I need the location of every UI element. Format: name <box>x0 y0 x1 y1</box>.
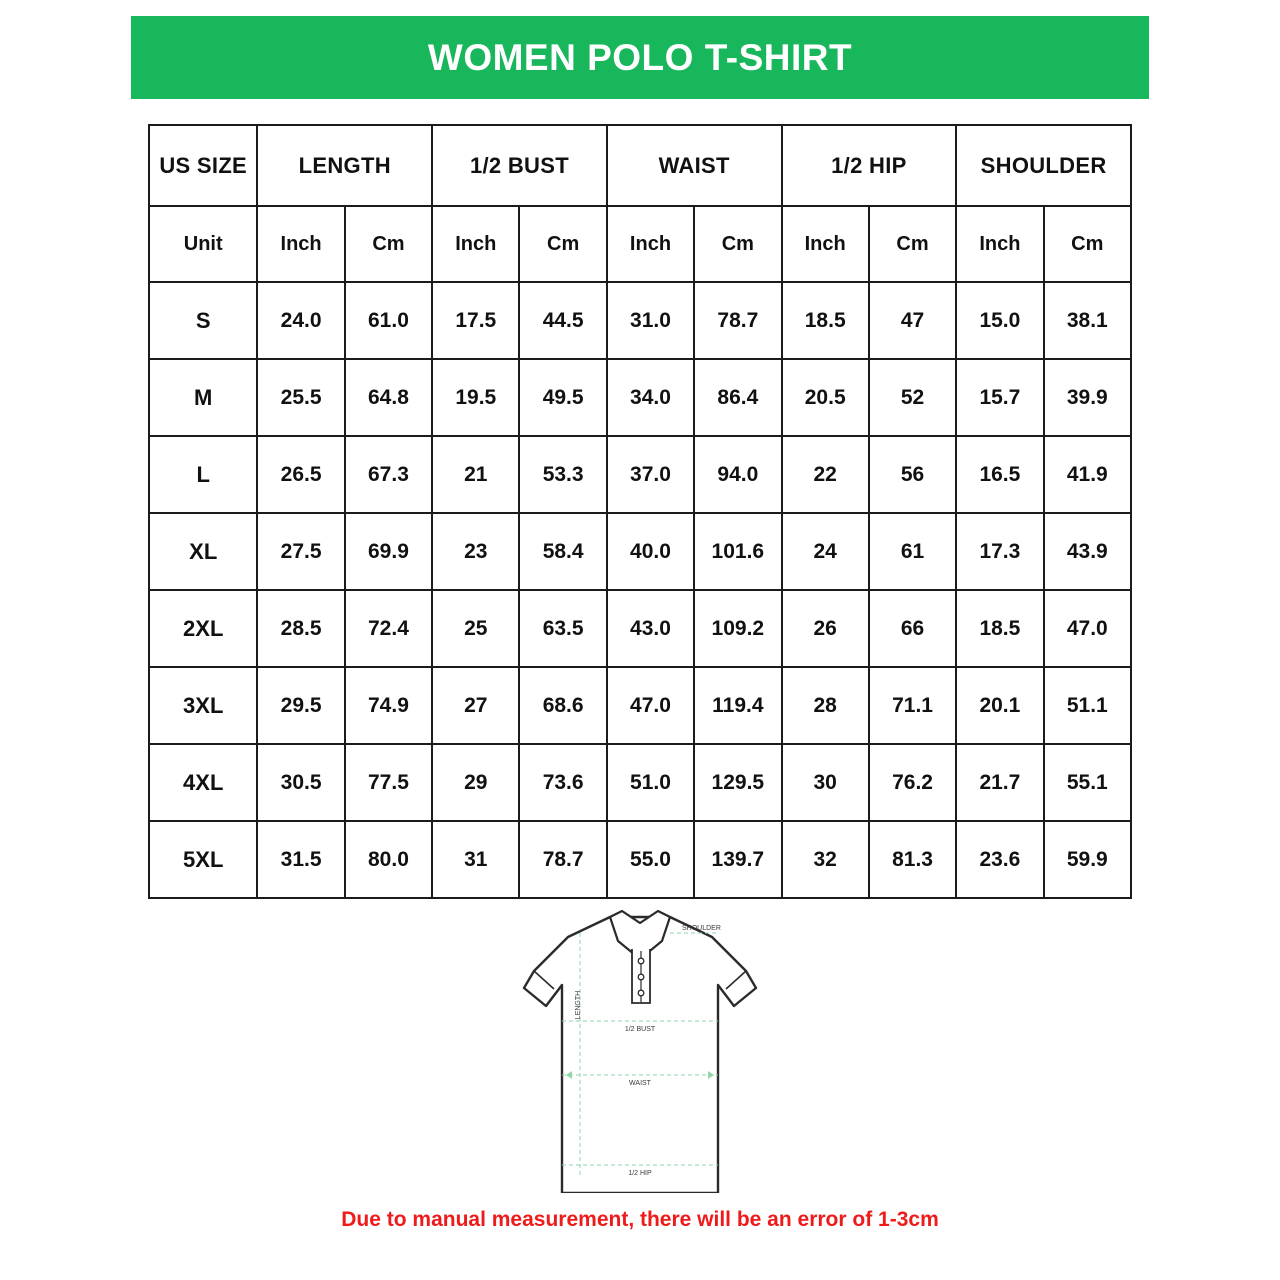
row-size-label: 2XL <box>149 590 257 667</box>
unit-hip-cm: Cm <box>869 206 956 282</box>
cell-hip-inch: 28 <box>782 667 869 744</box>
cell-length-cm: 69.9 <box>345 513 432 590</box>
table-group-header-row <box>149 125 1131 206</box>
unit-shoulder-inch: Inch <box>956 206 1043 282</box>
cell-waist-inch: 37.0 <box>607 436 694 513</box>
unit-waist-cm: Cm <box>694 206 781 282</box>
cell-shoulder-inch: 15.7 <box>956 359 1043 436</box>
cell-length-inch: 26.5 <box>257 436 344 513</box>
cell-hip-inch: 30 <box>782 744 869 821</box>
cell-bust-inch: 23 <box>432 513 519 590</box>
header-banner <box>131 16 1149 99</box>
cell-length-inch: 24.0 <box>257 282 344 359</box>
table-row <box>149 821 1131 898</box>
cell-length-cm: 80.0 <box>345 821 432 898</box>
group-header-shoulder: SHOULDER <box>956 125 1131 206</box>
label-shoulder: SHOULDER <box>682 925 721 932</box>
polo-shirt-icon <box>510 893 770 1193</box>
cell-length-cm: 67.3 <box>345 436 432 513</box>
cell-hip-cm: 76.2 <box>869 744 956 821</box>
group-header-waist: WAIST <box>607 125 782 206</box>
group-header-us-size: US SIZE <box>149 125 257 206</box>
table-unit-row <box>149 206 1131 282</box>
cell-waist-cm: 119.4 <box>694 667 781 744</box>
group-header-half-bust: 1/2 BUST <box>432 125 607 206</box>
cell-shoulder-cm: 41.9 <box>1044 436 1131 513</box>
cell-shoulder-inch: 15.0 <box>956 282 1043 359</box>
cell-bust-cm: 68.6 <box>519 667 606 744</box>
cell-bust-cm: 53.3 <box>519 436 606 513</box>
cell-waist-inch: 34.0 <box>607 359 694 436</box>
cell-hip-inch: 32 <box>782 821 869 898</box>
cell-length-cm: 61.0 <box>345 282 432 359</box>
cell-waist-inch: 40.0 <box>607 513 694 590</box>
cell-length-inch: 28.5 <box>257 590 344 667</box>
table-row <box>149 436 1131 513</box>
cell-waist-cm: 94.0 <box>694 436 781 513</box>
cell-bust-inch: 21 <box>432 436 519 513</box>
cell-bust-inch: 29 <box>432 744 519 821</box>
unit-length-cm: Cm <box>345 206 432 282</box>
cell-waist-inch: 55.0 <box>607 821 694 898</box>
cell-bust-inch: 19.5 <box>432 359 519 436</box>
table-row <box>149 513 1131 590</box>
cell-bust-cm: 44.5 <box>519 282 606 359</box>
cell-shoulder-inch: 23.6 <box>956 821 1043 898</box>
cell-hip-cm: 81.3 <box>869 821 956 898</box>
row-size-label: M <box>149 359 257 436</box>
cell-waist-inch: 47.0 <box>607 667 694 744</box>
cell-length-inch: 30.5 <box>257 744 344 821</box>
cell-waist-cm: 109.2 <box>694 590 781 667</box>
cell-length-inch: 31.5 <box>257 821 344 898</box>
cell-shoulder-inch: 20.1 <box>956 667 1043 744</box>
row-size-label: L <box>149 436 257 513</box>
cell-bust-cm: 49.5 <box>519 359 606 436</box>
cell-hip-cm: 71.1 <box>869 667 956 744</box>
cell-length-inch: 29.5 <box>257 667 344 744</box>
table-row <box>149 667 1131 744</box>
cell-length-cm: 77.5 <box>345 744 432 821</box>
size-table-container <box>148 124 1132 899</box>
cell-bust-inch: 25 <box>432 590 519 667</box>
measurement-disclaimer: Due to manual measurement, there will be an error of 1-3cm <box>341 1208 939 1231</box>
cell-bust-cm: 58.4 <box>519 513 606 590</box>
cell-length-cm: 72.4 <box>345 590 432 667</box>
cell-hip-cm: 61 <box>869 513 956 590</box>
cell-bust-cm: 63.5 <box>519 590 606 667</box>
cell-bust-inch: 27 <box>432 667 519 744</box>
cell-shoulder-cm: 43.9 <box>1044 513 1131 590</box>
group-header-length: LENGTH <box>257 125 432 206</box>
row-size-label: 4XL <box>149 744 257 821</box>
cell-shoulder-cm: 55.1 <box>1044 744 1131 821</box>
cell-hip-cm: 66 <box>869 590 956 667</box>
cell-shoulder-cm: 59.9 <box>1044 821 1131 898</box>
cell-hip-inch: 22 <box>782 436 869 513</box>
unit-label: Unit <box>149 206 257 282</box>
table-row <box>149 282 1131 359</box>
cell-shoulder-inch: 21.7 <box>956 744 1043 821</box>
cell-bust-cm: 73.6 <box>519 744 606 821</box>
cell-shoulder-cm: 38.1 <box>1044 282 1131 359</box>
group-header-half-hip: 1/2 HIP <box>782 125 957 206</box>
row-size-label: 5XL <box>149 821 257 898</box>
unit-waist-inch: Inch <box>607 206 694 282</box>
cell-hip-inch: 24 <box>782 513 869 590</box>
row-size-label: XL <box>149 513 257 590</box>
cell-bust-inch: 31 <box>432 821 519 898</box>
cell-length-cm: 64.8 <box>345 359 432 436</box>
cell-hip-inch: 26 <box>782 590 869 667</box>
cell-waist-inch: 51.0 <box>607 744 694 821</box>
cell-waist-cm: 101.6 <box>694 513 781 590</box>
cell-hip-cm: 56 <box>869 436 956 513</box>
table-row <box>149 359 1131 436</box>
cell-waist-inch: 43.0 <box>607 590 694 667</box>
cell-length-inch: 25.5 <box>257 359 344 436</box>
label-half-hip: 1/2 HIP <box>628 1170 652 1177</box>
cell-waist-inch: 31.0 <box>607 282 694 359</box>
unit-bust-inch: Inch <box>432 206 519 282</box>
size-table <box>148 124 1132 899</box>
cell-shoulder-cm: 51.1 <box>1044 667 1131 744</box>
cell-waist-cm: 86.4 <box>694 359 781 436</box>
unit-shoulder-cm: Cm <box>1044 206 1131 282</box>
cell-waist-cm: 129.5 <box>694 744 781 821</box>
label-length: LENGTH <box>575 990 582 1020</box>
row-size-label: 3XL <box>149 667 257 744</box>
row-size-label: S <box>149 282 257 359</box>
cell-shoulder-inch: 16.5 <box>956 436 1043 513</box>
cell-length-cm: 74.9 <box>345 667 432 744</box>
cell-hip-inch: 18.5 <box>782 282 869 359</box>
page-title: WOMEN POLO T-SHIRT <box>427 37 853 78</box>
table-row <box>149 590 1131 667</box>
cell-shoulder-inch: 17.3 <box>956 513 1043 590</box>
cell-shoulder-cm: 39.9 <box>1044 359 1131 436</box>
cell-hip-inch: 20.5 <box>782 359 869 436</box>
polo-shirt-illustration <box>0 893 1280 1193</box>
table-row <box>149 744 1131 821</box>
unit-bust-cm: Cm <box>519 206 606 282</box>
cell-hip-cm: 47 <box>869 282 956 359</box>
cell-shoulder-cm: 47.0 <box>1044 590 1131 667</box>
label-half-bust: 1/2 BUST <box>624 1026 656 1033</box>
label-waist: WAIST <box>629 1080 651 1087</box>
cell-waist-cm: 139.7 <box>694 821 781 898</box>
cell-bust-inch: 17.5 <box>432 282 519 359</box>
unit-hip-inch: Inch <box>782 206 869 282</box>
cell-bust-cm: 78.7 <box>519 821 606 898</box>
cell-hip-cm: 52 <box>869 359 956 436</box>
cell-length-inch: 27.5 <box>257 513 344 590</box>
unit-length-inch: Inch <box>257 206 344 282</box>
cell-shoulder-inch: 18.5 <box>956 590 1043 667</box>
cell-waist-cm: 78.7 <box>694 282 781 359</box>
